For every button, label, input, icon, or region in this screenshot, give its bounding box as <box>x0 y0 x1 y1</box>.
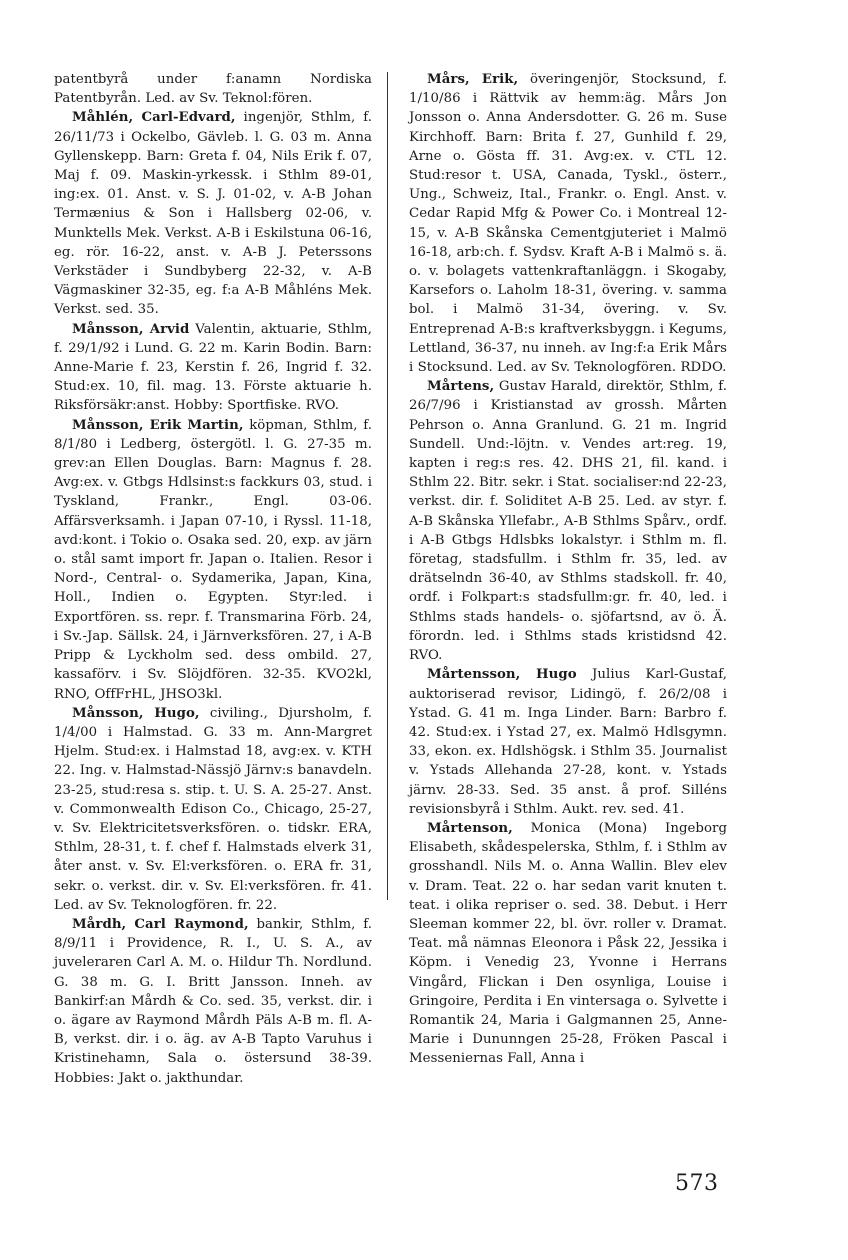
list-item <box>54 915 372 1088</box>
list-item <box>54 108 372 319</box>
right-column <box>409 70 727 1069</box>
entry-text: ingenjör, Sthlm, f. 26/11/73 i Ockelbo, Gävleb. l. G. 03 m. Anna Gyllenskepp. Barn: Greta f. 04, Nils Erik f. 07, Maj f. 09. Maskin-yrkessk. i Sthlm 89-01, ing:ex. 01. Anst. v. S. J. 01-02, v. A-B Johan Termænius & Son i Hallsberg 02-06, v. Munktells Mek. Verkst. A-B i Eskilstuna 06-16, eg. rör. 16-22, anst. v. A-B J. Peterssons Verkstäder i Sundbyberg 22-32, v. A-B Vägmaskiner 32-35, eg. f:a A-B Måhléns Mek. Verkst. sed. 35. <box>54 110 373 318</box>
entry-name: Månsson, Hugo, <box>72 705 200 721</box>
entry-text: Gustav Harald, direktör, Sthlm, f. 26/7/96 i Kristianstad av grossh. Mårten Pehrson o. Anna Granlund. G. 21 m. Ingrid Sundell. Und:-löjtn. v. Vendes art:reg. 19, kapten i reg:s res. 42. DHS 21, fil. kand. i Sthlm 22. Bitr. sekr. i Stat. socialiser:nd 22-23, verkst. dir. f. Soliditet A-B 25. Led. av styr. f. A-B Skånska Yllefabr., A-B Sthlms Spårv., ordf. i A-B Gtbgs Hdlsbks lokalstyr. i Sthlm m. fl. företag, stadsfullm. i Sthlm fr. 35, led. av drätselndn 36-40, av Sthlms stadskoll. fr. 40, ordf. i Folkpart:s stadsfullm:gr. fr. 40, led. i Sthlms stads handels- o. sjöfartsnd, av ö. Ä. förordn. led. i Sthlms stads kristidsnd 42. RVO. <box>409 379 727 664</box>
list-item <box>54 704 372 915</box>
entry-name: Mårdh, Carl Raymond, <box>72 916 249 932</box>
entry-name: Måhlén, Carl-Edvard, <box>72 110 236 126</box>
entry-name: Mårtensson, Hugo <box>427 667 577 683</box>
column-divider <box>387 72 388 900</box>
entry-name: Månsson, Arvid <box>72 321 190 337</box>
entry-text: bankir, Sthlm, f. 8/9/11 i Providence, R. I., U. S. A., av juveleraren Carl A. M. o. Hildur Th. Nordlund. G. 38 m. G. I. Britt Jansson. Inneh. av Bankirf:an Mårdh & Co. sed. 35, verkst. dir. i o. ägare av Raymond Mårdh Päls A-B m. fl. A-B, verkst. dir. i o. äg. av A-B Tapto Varuhus i Kristinehamn, Sala o. östersund 38-39. Hobbies: Jakt o. jakthundar. <box>54 916 372 1086</box>
entry-name: Mårs, Erik, <box>427 72 519 87</box>
entry-name: Mårtens, <box>427 379 495 395</box>
list-item <box>409 665 727 819</box>
entry-name: Mårtenson, <box>427 820 513 836</box>
entry-text: Monica (Mona) Ingeborg Elisabeth, skådespelerska, Sthlm, f. i Sthlm av grosshandl. Nils M. o. Anna Wallin. Blev elev v. Dram. Teat. 22 o. har sedan varit knuten t. teat. i olika repriser o. sed. 38. Debut. i Herr Sleeman kommer 22, bl. övr. roller v. Dramat. Teat. må nämnas Eleonora i Påsk 22, Jessika i Köpm. i Venedig 23, Yvonne i Herrans Vingård, Flickan i Den osynliga, Louise i Gringoire, Perdita i En vintersaga o. Sylvette i Romantik 24, Maria i Galgmannen 25, Anne-Marie i Dununngen 25-28, Fröken Pascal i Messeniernas Fall, Anna i <box>409 820 728 1067</box>
entry-text: patentbyrå under f:anamn Nordiska Patentbyrån. Led. av Sv. Teknol:fören. <box>54 72 372 107</box>
list-item <box>409 819 727 1069</box>
entry-text: Julius Karl-Gustaf, auktoriserad revisor, Lidingö, f. 26/2/08 i Ystad. G. 41 m. Inga Linder. Barn: Barbro f. 42. Stud:ex. i Ystad 27, ex. Malmö Hdlsgymn. 33, ekon. ex. Hdlshögsk. i Sthlm 35. Journalist v. Ystads Allehanda 27-28, kont. v. Ystads järnv. 28-33. Sed. 35 anst. å prof. Silléns revisionsbyrå i Sthlm. Aukt. rev. sed. 41. <box>409 667 728 817</box>
list-item <box>54 70 372 108</box>
list-item <box>409 70 727 377</box>
page-number: 573 <box>675 1171 719 1196</box>
list-item <box>409 377 727 665</box>
list-item <box>54 320 372 416</box>
left-column <box>54 70 372 1088</box>
entry-text: civiling., Djursholm, f. 1/4/00 i Halmstad. G. 33 m. Ann-Margret Hjelm. Stud:ex. i Halmstad 18, avg:ex. v. KTH 22. Ing. v. Halmstad-Nässjö Järnv:s banavdeln. 23-25, stud:resa s. stip. t. U. S. A. 25-27. Anst. v. Commonwealth Edison Co., Chicago, 25-27, v. Sv. Elektricitetsverksfören. o. tidskr. ERA, Sthlm, 28-31, t. f. chef f. Halmstads elverk 31, åter anst. v. Sv. El:verksfören. o. ERA fr. 31, sekr. o. verkst. dir. v. Sv. El:verksfören. fr. 41. Led. av Sv. Teknologfören. fr. 22. <box>54 705 372 913</box>
entry-text: köpman, Sthlm, f. 8/1/80 i Ledberg, östergötl. l. G. 27-35 m. grev:an Ellen Douglas. Barn: Magnus f. 28. Avg:ex. v. Gtbgs Hdlsinst:s fackkurs 03, stud. i Tyskland, Frankr., Engl. 03-06. Affärsverksamh. i Japan 07-10, i Ryssl. 11-18, avd:kont. i Tokio o. Osaka sed. 20, exp. av järn o. stål samt import fr. Japan o. Italien. Resor i Nord-, Central- o. Sydamerika, Japan, Kina, Holl., Indien o. Egypten. Styr:led. i Exportfören. ss. repr. f. Transmarina Förb. 24, i Sv.-Jap. Sällsk. 24, i Järnverksfören. 27, i A-B Pripp & Lyckholm sed. dess ombild. 27, kassaförv. i Sv. Slöjdfören. 32-35. KVO2kl, RNO, OffFrHL, JHSO3kl. <box>54 417 373 702</box>
list-item <box>54 416 372 704</box>
entry-text: överingenjör, Stocksund, f. 1/10/86 i Rättvik av hemm:äg. Mårs Jon Jonsson o. Anna Andersdotter. G. 26 m. Suse Kirchhoff. Barn: Brita f. 27, Gunhild f. 29, Arne o. Gösta ff. 31. Avg:ex. v. CTL 12. Stud:resor t. USA, Canada, Tyskl., österr., Ung., Schweiz, Ital., Frankr. o. Engl. Anst. v. Cedar Rapid Mfg & Power Co. i Montreal 12-15, v. A-B Skånska Cementgjuteriet i Malmö 16-18, arb:ch. f. Sydsv. Kraft A-B i Malmö s. ä. o. v. bolagets vattenkraftanläggn. i Skogaby, Karsefors o. Laholm 18-31, övering. v. samma bol. i Malmö 31-34, övering. v. Sv. Entreprenad A-B:s kraftverksbyggn. i Kegums, Lettland, 36-37, nu inneh. av Ing:f:a Erik Mårs i Stocksund. Led. av Sv. Teknologfören. RDDO. <box>409 72 728 376</box>
entry-text: Valentin, aktuarie, Sthlm, f. 29/1/92 i Lund. G. 22 m. Karin Bodin. Barn: Anne-Marie f. 23, Kerstin f. 26, Ingrid f. 32. Stud:ex. 10, fil. mag. 13. Förste aktuarie h. Riksförsäkr:anst. Hobby: Sportfiske. RVO. <box>54 321 372 414</box>
entry-name: Månsson, Erik Martin, <box>72 417 244 433</box>
